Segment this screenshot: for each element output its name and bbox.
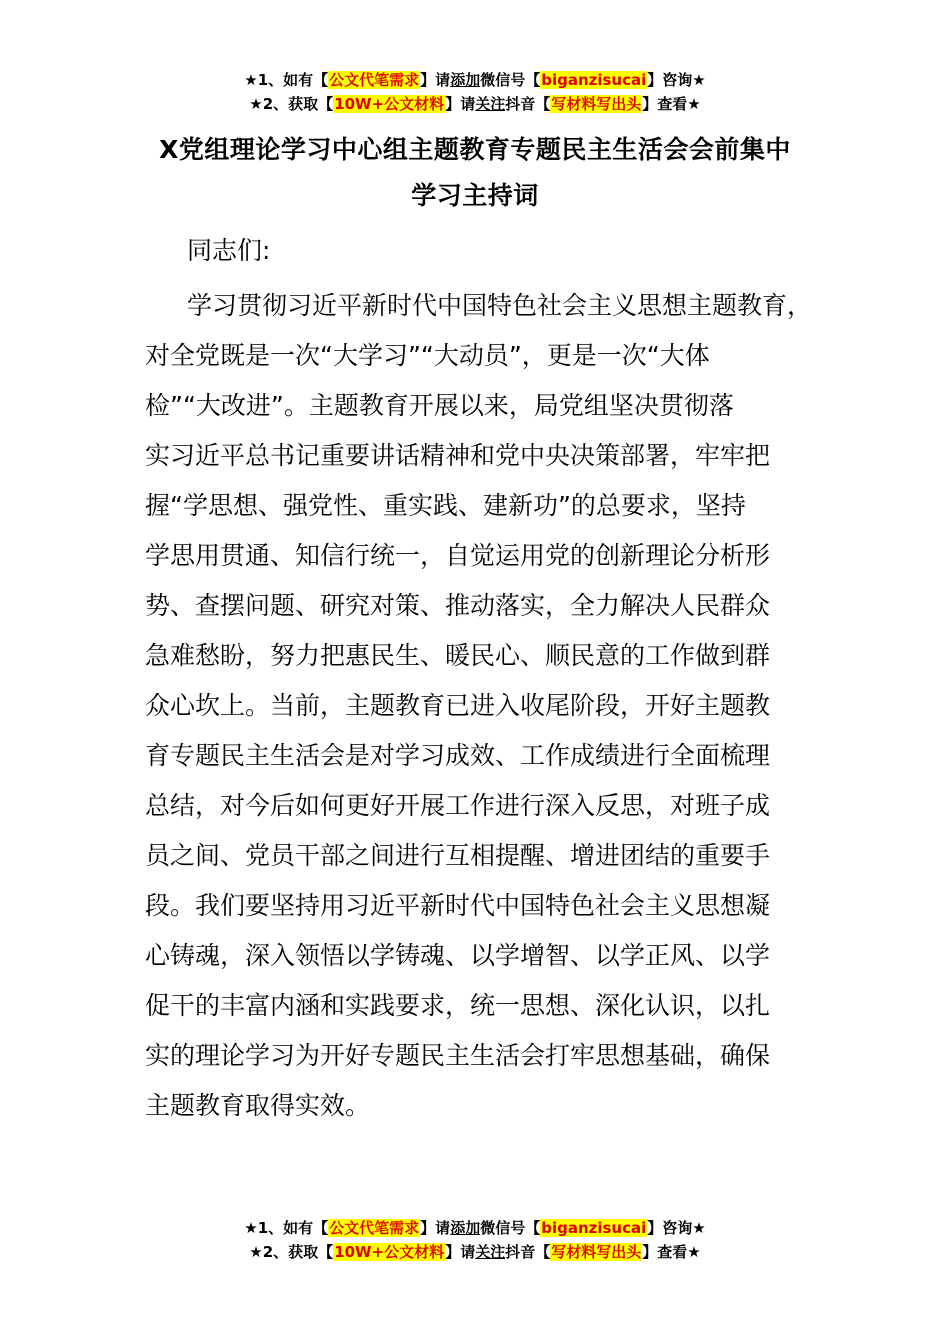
banner-line-2: ★2、获取【10W+公文材料】请关注抖音【写材料写出头】查看★ [249,1243,701,1261]
body-line: 众心坎上。当前，主题教育已进入收尾阶段，开好主题教 [145,691,771,720]
banner-line-2: ★2、获取【10W+公文材料】请关注抖音【写材料写出头】查看★ [249,95,701,113]
highlight-service: 公文代笔需求 [329,1219,420,1237]
body-line: 对全党既是一次“大学习”“大动员”，更是一次“大体 [145,341,710,370]
body-line: 势、查摆问题、研究对策、推动落实，全力解决人民群众 [145,591,771,620]
body-line: 段。我们要坚持用习近平新时代中国特色社会主义思想凝 [145,891,771,920]
body-line: 学思用贯通、知信行统一，自觉运用党的创新理论分析形 [145,541,771,570]
highlight-wechat-id: biganzisucai [541,1219,647,1237]
highlight-materials: 10W+公文材料 [334,95,445,113]
highlight-wechat-id: biganzisucai [541,71,647,89]
top-banner [0,68,950,116]
bottom-banner [0,1216,950,1264]
greeting: 同志们: [187,236,271,265]
body-line: 总结，对今后如何更好开展工作进行深入反思，对班子成 [145,791,771,820]
body-paragraph [145,281,830,1131]
highlight-materials: 10W+公文材料 [334,1243,445,1261]
body-line: 主题教育取得实效。 [145,1091,371,1120]
body-line: 促干的丰富内涵和实践要求，统一思想、深化认识，以扎 [145,991,771,1020]
highlight-douyin: 写材料写出头 [551,1243,642,1261]
body-line: 实的理论学习为开好专题民主生活会打牢思想基础，确保 [145,1041,771,1070]
title-line-1: X党组理论学习中心组主题教育专题民主生活会会前集中 [159,135,791,164]
body-line: 急难愁盼，努力把惠民生、暖民心、顺民意的工作做到群 [145,641,771,670]
body-line: 心铸魂，深入领悟以学铸魂、以学增智、以学正风、以学 [145,941,771,970]
body-line: 员之间、党员干部之间进行互相提醒、增进团结的重要手 [145,841,771,870]
body-line: 检”“大改进”。主题教育开展以来，局党组坚决贯彻落 [145,391,734,420]
banner-line-1: ★1、如有【公文代笔需求】请添加微信号【biganzisucai】咨询★ [244,71,706,89]
body-line: 握“学思想、强党性、重实践、建新功”的总要求，坚持 [145,491,746,520]
document-title [120,127,830,219]
banner-line-1: ★1、如有【公文代笔需求】请添加微信号【biganzisucai】咨询★ [244,1219,706,1237]
title-line-2: 学习主持词 [411,181,539,210]
highlight-service: 公文代笔需求 [329,71,420,89]
body-line: 学习贯彻习近平新时代中国特色社会主义思想主题教育， [187,291,813,320]
body-line: 实习近平总书记重要讲话精神和党中央决策部署，牢牢把 [145,441,771,470]
body-line: 育专题民主生活会是对学习成效、工作成绩进行全面梳理 [145,741,771,770]
highlight-douyin: 写材料写出头 [551,95,642,113]
